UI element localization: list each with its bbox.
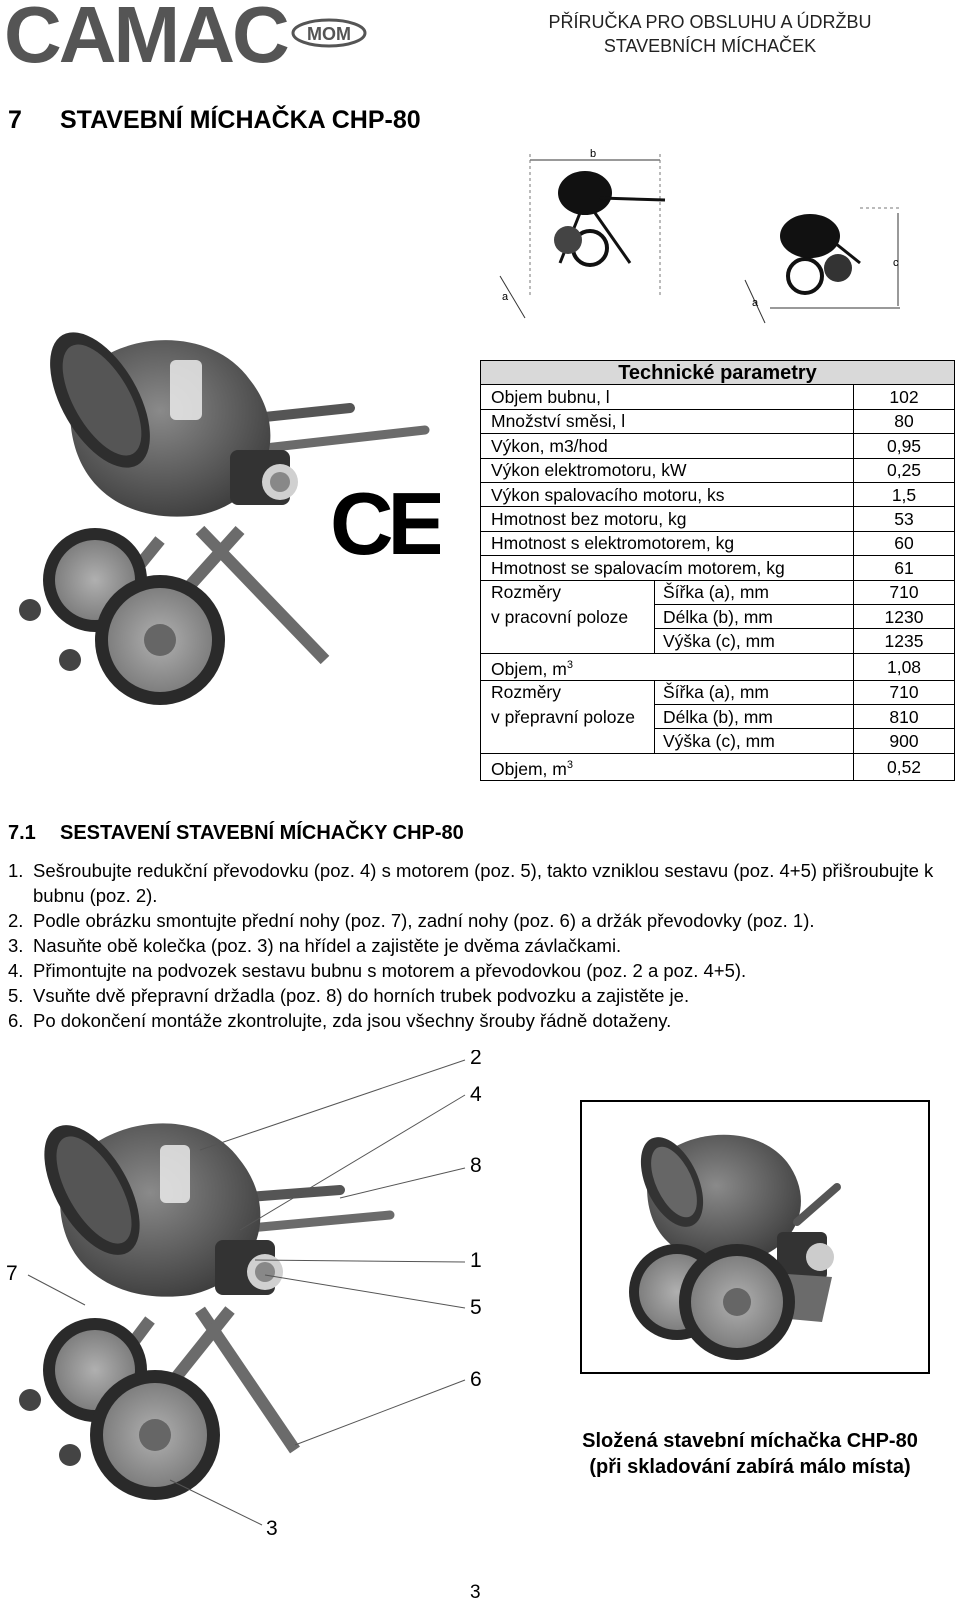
table-row: [481, 434, 955, 458]
row-value: 0,52: [854, 753, 955, 780]
step-text: Nasuňte obě kolečka (poz. 3) na hřídel a zajistěte je dvěma závlačkami.: [33, 935, 622, 956]
callout-7: 7: [6, 1262, 18, 1285]
list-item: [8, 933, 948, 958]
logo-text: CAMAC: [4, 0, 287, 70]
table-row: [481, 604, 955, 628]
dim-label-b: b: [590, 148, 597, 160]
row-label: [481, 753, 854, 780]
dim-label-a2: a: [752, 297, 759, 309]
mixer-side-view: [554, 171, 665, 265]
document-title-line2: STAVEBNÍCH MÍCHAČEK: [603, 36, 817, 56]
row-value: 1230: [854, 604, 955, 628]
table-row: [481, 385, 955, 409]
callout-4: 4: [470, 1083, 482, 1106]
table-row: [481, 753, 955, 780]
subsection-title: SESTAVENÍ STAVEBNÍ MÍCHAČKY CHP-80: [60, 822, 464, 844]
row-label: [481, 653, 854, 680]
row-value: 102: [854, 385, 955, 409]
row-value: 710: [854, 680, 955, 704]
row-value: 60: [854, 531, 955, 555]
list-item: [8, 958, 948, 983]
mixer-assembly-illustration: [19, 1110, 390, 1500]
list-item: [8, 908, 948, 933]
step-text: Po dokončení montáže zkontrolujte, zda jsou všechny šrouby řádně dotaženy.: [33, 1010, 672, 1031]
group-label-blank: [481, 629, 655, 653]
table-title: Technické parametry: [481, 361, 955, 385]
dimension-diagram: [490, 148, 915, 328]
assembly-diagram: [0, 1050, 520, 1590]
mixer-front-view: [780, 214, 860, 293]
caption-line1: Složená stavební míchačka CHP-80: [582, 1430, 918, 1452]
assembly-steps: [8, 858, 948, 1033]
step-text: Sešroubujte redukční převodovku (poz. 4) s motorem (poz. 5), takto vzniklou sestavu (poz. 4+5) přišroubujte k bubnu (poz. 2).: [33, 860, 934, 906]
group-label-blank: [481, 729, 655, 753]
table-row: [481, 629, 955, 653]
row-value: 0,25: [854, 458, 955, 482]
row-value: 80: [854, 409, 955, 433]
table-row: [481, 507, 955, 531]
group-label-transport-line2: v přepravní poloze: [481, 704, 655, 728]
step-number: 2.: [8, 910, 24, 931]
table-row: [481, 531, 955, 555]
list-item: [8, 1008, 948, 1033]
table-row: [481, 729, 955, 753]
callout-2: 2: [470, 1050, 482, 1069]
row-value: 0,95: [854, 434, 955, 458]
volume-label: Objem, m: [491, 658, 567, 679]
section-heading: [8, 106, 421, 135]
folded-mixer-photo-frame: [580, 1100, 930, 1374]
step-number: 6.: [8, 1010, 24, 1031]
ce-mark: [330, 486, 440, 562]
row-value: 53: [854, 507, 955, 531]
table-row: [481, 458, 955, 482]
page-number: 3: [470, 1582, 481, 1603]
group-label-transport: Rozměry: [481, 680, 655, 704]
section-number: 7: [8, 106, 22, 134]
callout-8: 8: [470, 1154, 482, 1177]
list-item: [8, 858, 948, 908]
table-row: [481, 580, 955, 604]
row-label: Hmotnost bez motoru, kg: [481, 507, 854, 531]
row-label: Výška (c), mm: [655, 729, 854, 753]
row-label: Objem bubnu, l: [481, 385, 854, 409]
step-text: Podle obrázku smontujte přední nohy (poz. 7), zadní nohy (poz. 6) a držák převodovky (poz. 1).: [33, 910, 815, 931]
row-value: 1,5: [854, 482, 955, 506]
technical-parameters-table: [480, 360, 955, 781]
table-row: [481, 556, 955, 580]
table-row: [481, 409, 955, 433]
document-title-line1: PŘÍRUČKA PRO OBSLUHU A ÚDRŽBU: [548, 12, 872, 32]
subsection-number: 7.1: [8, 822, 36, 844]
table-row: [481, 482, 955, 506]
dim-label-a: a: [502, 291, 509, 303]
step-text: Přimontujte na podvozek sestavu bubnu s motorem a převodovkou (poz. 2 a poz. 4+5).: [33, 960, 747, 981]
ce-mark-text: CE: [330, 486, 440, 562]
row-value: 900: [854, 729, 955, 753]
subsection-heading: [8, 822, 464, 845]
row-label: Výkon, m3/hod: [481, 434, 854, 458]
photo-caption: [560, 1428, 940, 1480]
step-text: Vsuňte dvě přepravní držadla (poz. 8) do horních trubek podvozku a zajistěte je.: [33, 985, 690, 1006]
row-value: 810: [854, 704, 955, 728]
step-number: 1.: [8, 860, 24, 881]
table-row: [481, 680, 955, 704]
dim-label-c: c: [893, 257, 899, 269]
callout-3: 3: [266, 1517, 278, 1540]
row-label: Výkon elektromotoru, kW: [481, 458, 854, 482]
row-label: Hmotnost s elektromotorem, kg: [481, 531, 854, 555]
row-label: Šířka (a), mm: [655, 580, 854, 604]
volume-superscript: 3: [566, 658, 573, 671]
row-label: Délka (b), mm: [655, 704, 854, 728]
logo-graphic: [4, 0, 384, 70]
volume-label: Objem, m: [491, 758, 567, 779]
document-title: [510, 10, 910, 58]
group-label-working: Rozměry: [481, 580, 655, 604]
row-label: Výška (c), mm: [655, 629, 854, 653]
callout-1: 1: [470, 1249, 482, 1272]
volume-superscript: 3: [566, 758, 573, 771]
logo-badge-text: MOM: [307, 24, 351, 44]
callout-5: 5: [470, 1296, 482, 1319]
table-row: [481, 653, 955, 680]
callout-6: 6: [470, 1368, 482, 1391]
table-row: [481, 704, 955, 728]
step-number: 4.: [8, 960, 24, 981]
brand-logo: [4, 0, 384, 70]
row-label: Hmotnost se spalovacím motorem, kg: [481, 556, 854, 580]
row-label: Výkon spalovacího motoru, ks: [481, 482, 854, 506]
row-value: 1,08: [854, 653, 955, 680]
folded-mixer-photo: [582, 1102, 928, 1372]
list-item: [8, 983, 948, 1008]
step-number: 3.: [8, 935, 24, 956]
row-value: 61: [854, 556, 955, 580]
caption-line2: (při skladování zabírá málo místa): [589, 1456, 911, 1478]
section-title: STAVEBNÍ MÍCHAČKA CHP-80: [60, 106, 421, 134]
row-label: Množství směsi, l: [481, 409, 854, 433]
row-label: Délka (b), mm: [655, 604, 854, 628]
row-value: 1235: [854, 629, 955, 653]
row-label: Šířka (a), mm: [655, 680, 854, 704]
row-value: 710: [854, 580, 955, 604]
step-number: 5.: [8, 985, 24, 1006]
group-label-working-line2: v pracovní poloze: [481, 604, 655, 628]
